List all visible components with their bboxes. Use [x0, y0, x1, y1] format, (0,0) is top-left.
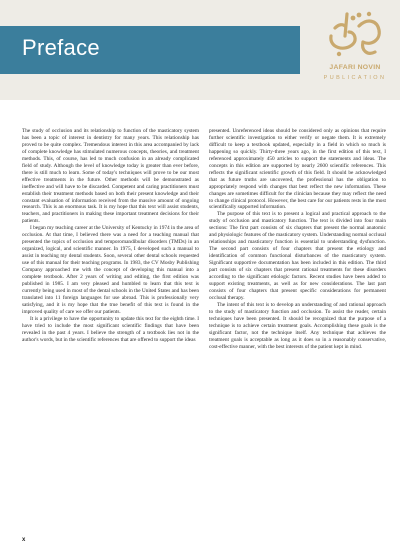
left-column — [22, 128, 199, 532]
publisher-name: JAFARI NOVIN — [329, 64, 381, 71]
calligraphy-logo-icon — [323, 6, 387, 62]
paragraph: The purpose of this text is to present a logical and practical approach to the study of occlusion and masticatory function. The text is divided into four main sections: The first part consists of six chapters that present the normal anatomic and physiologic features of the masticatory system. Understanding normal occlusal relationships and masticatory function is essential to understanding dysfunction. The second part consists of four chapters that present the etiology and identification of common functional disturbances of the masticatory system. Significant supportive documentation has been included in this edition. The third part consists of six chapters that present rational treatments for these disorders according to the significant etiologic factors. Recent studies have been added to support existing treatments, as well as for new considerations. The last part consists of four chapters that present specific considerations for permanent occlusal therapy. — [209, 211, 386, 301]
page-number: x — [22, 537, 26, 543]
paragraph: presented. Unreferenced ideas should be considered only as opinions that require further scientific investigation to either verify or negate them. It is extremely difficult to keep a textbook updated, especially in a field in which so much is happening so quickly. Thirty-three years ago, in the first edition of this text, I referenced approximately 450 articles to support the statements and ideas. The concepts in this edition are supported by nearly 2600 scientific references. This reflects the significant scientific growth of this field. It should be acknowledged that as future truths are uncovered, the professional has the obligation to appropriately respond with changes that best reflect the new information. These changes are sometimes difficult for the clinician because they may reflect the need to change clinical protocol. However, the best care for our patients rests in the most scientifically supported information. — [209, 128, 386, 211]
page-header — [0, 0, 400, 100]
body-columns — [22, 128, 386, 532]
page-title: Preface — [22, 35, 100, 60]
publisher-subtitle: PUBLICATION — [323, 75, 387, 81]
paragraph: The study of occlusion and its relationship to function of the masticatory system has been a topic of interest in dentistry for many years. This relationship has proved to be quite complex. Tremendous interest in this area accompanied by lack of complete knowledge has stimulated numerous concepts, theories, and treatment methods. This, of course, has led to much confusion in an already complicated field of study. Although the level of knowledge today is greater than ever before, there is still much to learn. Some of today's techniques will prove to be our most effective treatments in the future. Other methods will be demonstrated as ineffective and will have to be discarded. Competent and caring practitioners must establish their treatment methods based on both their present knowledge and their constant evaluation of information received from the massive amount of ongoing research. This is an enormous task. It is my hope that this text will assist students, teachers, and practitioners in making these important treatment decisions for their patients. — [22, 128, 199, 225]
paragraph: It is a privilege to have the opportunity to update this text for the eighth time. I have tried to include the most significant scientific findings that have been revealed in the past 4 years. I believe the strength of a textbook lies not in the author's words, but in the scientific references that are offered to support the ideas — [22, 315, 199, 343]
publisher-logo — [318, 2, 392, 98]
paragraph: I began my teaching career at the University of Kentucky in 1974 in the area of occlusion. At that time, I believed there was a need for a teaching manual that presented the topics of occlusion and temporomandibular disorders (TMDs) in an organized, logical, and scientific manner. In 1975, I developed such a manual to assist in teaching my dental students. Soon, several other dental schools requested use of this manual for their teaching programs. In 1983, the CV Mosby Publishing Company approached me with the concept of developing this manual into a complete textbook. After 2 years of writing and editing, the first edition was published in 1985. I am very pleased and humbled to learn that this text is currently being used in most of the dental schools in the United States and has been translated into 11 foreign languages for use abroad. This is professionally very satisfying, and it is my hope that the true benefit of this text is found in the improved quality of care we offer our patients. — [22, 225, 199, 315]
paragraph: The intent of this text is to develop an understanding of and rational approach to the study of masticatory function and occlusion. To assist the reader, certain techniques have been presented. It should be recognized that the purpose of a technique is to achieve certain treatment goals. Accomplishing these goals is the significant factor, not the technique itself. Any technique that achieves the treatment goals is acceptable as long as it does so in a reasonably conservative, cost-effective manner, with the best interests of the patient kept in mind. — [209, 301, 386, 350]
right-column — [209, 128, 386, 532]
